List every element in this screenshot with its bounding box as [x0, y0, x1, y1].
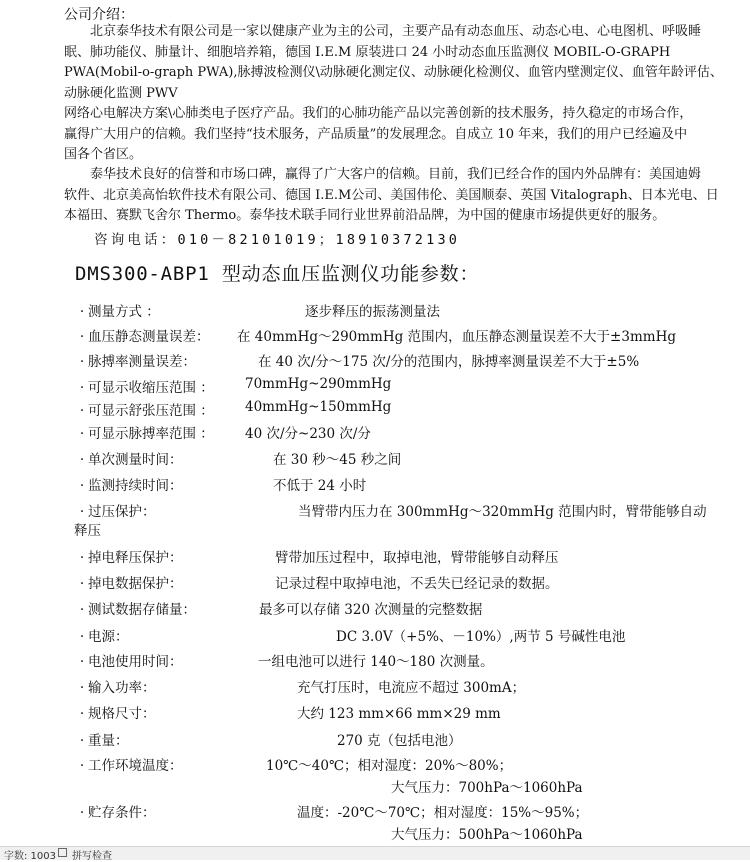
spec-row: [76, 500, 156, 520]
spec-value: 在 40mmHg～290mmHg 范围内，血压静态测量误差不大于±3mmHg: [237, 329, 676, 345]
spec-label: 脉搏率测量误差：: [88, 354, 196, 370]
intro-p2-line3: 国各个省区。: [64, 147, 143, 162]
bullet: ·: [79, 354, 85, 370]
bullet: ·: [79, 629, 85, 645]
spec-title: DMS300-ABP1 型动态血压监测仪功能参数：: [75, 263, 480, 285]
spec-label: 测试数据存储量：: [88, 602, 196, 618]
spec-value: 10℃～40℃；相对湿度：20%～80%；: [266, 758, 513, 774]
status-bar: [0, 846, 750, 860]
spec-value: 270 克（包括电池）: [337, 733, 462, 749]
bullet: ·: [79, 805, 85, 821]
spec-row: [76, 676, 156, 696]
spec-row: [76, 546, 183, 566]
spec-label: 掉电数据保护：: [88, 576, 183, 592]
spec-row: [76, 702, 156, 722]
spec-label: 过压保护：: [88, 504, 156, 520]
spec-value-continuation: 释压: [74, 523, 101, 539]
intro-p2-line2: 赢得广大用户的信赖。我们坚持“技术服务，产品质量”的发展理念。自成立 10 年来，我们的用户已经遍及中: [64, 126, 688, 142]
spec-value: 温度：-20℃～70℃；相对湿度：15%～95%；: [297, 805, 589, 821]
spec-row: [76, 598, 196, 618]
spec-label: 输入功率：: [88, 680, 156, 696]
intro-paragraph-2: [64, 104, 728, 166]
intro-p1-line3: PWA(Mobil-o-graph PWA),脉搏波检测仪\动脉硬化测定仪、动脉硬化检测仪、血管内壁测定仪、血管年龄评估、: [64, 65, 723, 80]
spec-label: 电源：: [88, 629, 129, 645]
bullet: ·: [79, 304, 85, 320]
spec-value: 最多可以存储 320 次测量的完整数据: [259, 602, 483, 618]
spec-label: 掉电释压保护：: [88, 550, 183, 566]
spec-row: [76, 729, 129, 749]
bullet: ·: [79, 403, 85, 419]
bullet: ·: [79, 654, 85, 670]
spec-row: [76, 376, 214, 396]
spec-value: 臂带加压过程中，取掉电池，臂带能够自动释压: [275, 550, 559, 566]
spec-row: [76, 572, 183, 592]
spec-label: 贮存条件：: [88, 805, 156, 821]
spec-label: 规格尺寸：: [88, 706, 156, 722]
spec-row: [76, 801, 156, 821]
spec-row: [76, 422, 214, 442]
spec-label: 单次测量时间：: [88, 452, 183, 468]
spell-check-label[interactable]: 拼写检查: [72, 851, 112, 862]
bullet: ·: [79, 602, 85, 618]
intro-paragraph-1: [64, 22, 728, 104]
spec-row: [76, 448, 183, 468]
intro-p3-line1: 泰华技术良好的信誉和市场口碑，赢得了广大客户的信赖。目前，我们已经合作的国内外品牌有：美国迪姆: [90, 167, 702, 182]
intro-p1-line2: 眠、肺功能仪、肺量计、细胞培养箱，德国 I.E.M 原装进口 24 小时动态血压监测仪 MOBIL-O-GRAPH: [64, 44, 671, 60]
bullet: ·: [79, 426, 85, 442]
spec-label: 测量方式 ：: [88, 304, 160, 320]
bullet: ·: [79, 576, 85, 592]
spec-row: [76, 474, 183, 494]
spec-value: 逐步释压的振荡测量法: [305, 304, 440, 320]
spec-value: 一组电池可以进行 140～180 次测量。: [258, 654, 494, 670]
intro-p3-line3: 本福田、赛默飞舍尔 Thermo。泰华技术联手同行业世界前沿品牌，为中国的健康市场提供更好的服务。: [64, 208, 666, 223]
spec-value: 不低于 24 小时: [273, 478, 367, 494]
spec-value: DC 3.0V（+5%、－10%）,两节 5 号碱性电池: [336, 629, 626, 645]
spec-row: [76, 625, 129, 645]
spec-value: 70mmHg~290mmHg: [245, 376, 392, 392]
spec-label: 可显示收缩压范围 ：: [88, 380, 214, 396]
bullet: ·: [79, 452, 85, 468]
spec-row: [76, 300, 160, 320]
spec-value: 在 40 次/分～175 次/分的范围内，脉搏率测量误差不大于±5%: [258, 354, 640, 370]
intro-p2-line1: 网络心电解决方案\心肺类电子医疗产品。我们的心肺功能产品以完善创新的技术服务，持久稳定的市场合作，: [64, 106, 693, 121]
spec-row: [76, 754, 183, 774]
spec-row: [76, 399, 214, 419]
spec-label: 可显示脉搏率范围 ：: [88, 426, 214, 442]
spec-label: 电池使用时间：: [88, 654, 183, 670]
spell-check-icon[interactable]: [58, 848, 67, 857]
intro-paragraph-3: [64, 165, 728, 227]
bullet: ·: [79, 504, 85, 520]
spec-value: 记录过程中取掉电池，不丢失已经记录的数据。: [275, 576, 559, 592]
bullet: ·: [79, 478, 85, 494]
contact-phone: 咨询电话：010－82101019；18910372130: [94, 232, 461, 248]
intro-title: 公司介绍：: [64, 7, 134, 23]
spec-value: 当臂带内压力在 300mmHg～320mmHg 范围内时，臂带能够自动: [298, 504, 707, 520]
bullet: ·: [79, 680, 85, 696]
bullet: ·: [79, 329, 85, 345]
spec-value: 充气打压时，电流应不超过 300mA；: [297, 680, 526, 696]
bullet: ·: [79, 733, 85, 749]
spec-label: 血压静态测量误差：: [88, 329, 210, 345]
spec-label: 监测持续时间：: [88, 478, 183, 494]
intro-p1-line1: 北京泰华技术有限公司是一家以健康产业为主的公司，主要产品有动态血压、动态心电、心电图机、呼吸睡: [90, 24, 702, 39]
spec-value-continuation: 大气压力：500hPa～1060hPa: [391, 827, 583, 843]
spec-row: [76, 350, 196, 370]
spec-value: 40 次/分~230 次/分: [245, 426, 371, 442]
intro-p1-line4: 动脉硬化监测 PWV: [64, 85, 178, 101]
spec-value: 40mmHg~150mmHg: [245, 399, 392, 415]
spec-label: 可显示舒张压范围 ：: [88, 403, 214, 419]
spec-value: 在 30 秒～45 秒之间: [273, 452, 402, 468]
intro-p3-line2: 软件、北京美高怡软件技术有限公司、德国 I.E.M公司、美国伟伦、美国顺泰、英国 Vitalograph、日本光电、日: [64, 187, 719, 203]
bullet: ·: [79, 758, 85, 774]
word-count[interactable]: 字数: 1003: [4, 851, 56, 862]
bullet: ·: [79, 706, 85, 722]
spec-row: [76, 650, 183, 670]
spec-row: [76, 325, 210, 345]
spec-label: 工作环境温度：: [88, 758, 183, 774]
spec-value: 大约 123 mm×66 mm×29 mm: [297, 706, 501, 722]
bullet: ·: [79, 380, 85, 396]
spec-value-continuation: 大气压力：700hPa～1060hPa: [391, 780, 583, 796]
spec-label: 重量：: [88, 733, 129, 749]
bullet: ·: [79, 550, 85, 566]
